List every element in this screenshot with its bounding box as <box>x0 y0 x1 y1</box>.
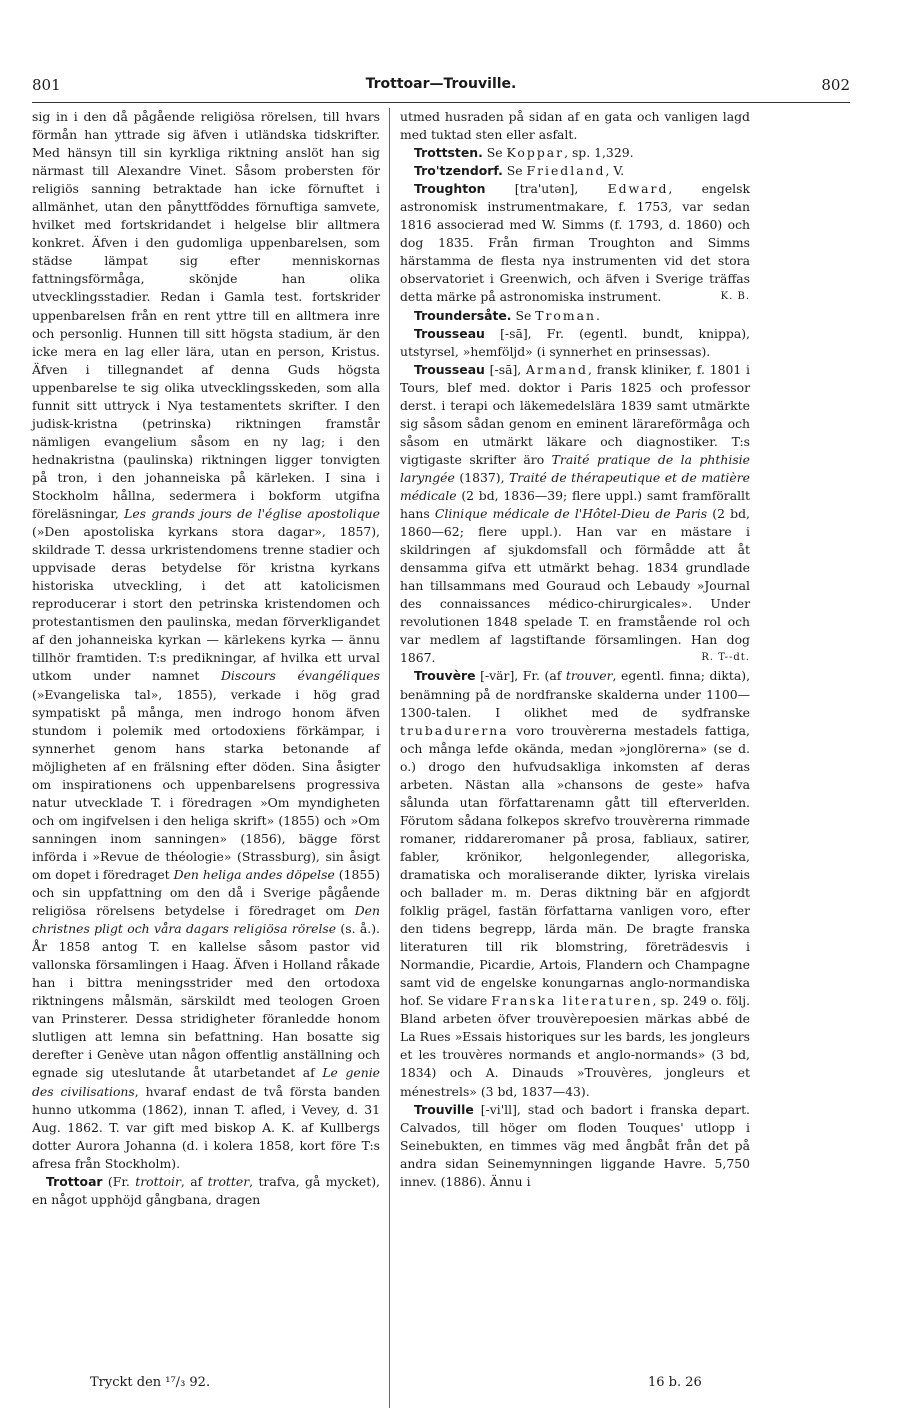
print-date: Tryckt den ¹⁷/₃ 92. <box>90 1375 211 1390</box>
entry-trouvere: Trouvère [-vär], Fr. (af trouver, egentl. finna; dikta), benämning på de nordfranske skalderna under 1100—1300-talen. I olikhet med de sydfranske trubadurerna voro trouvèrerna mestadels fattiga, och många lefde okända, medan »jonglörerna» (se d. o.) drogo den hufvudsakliga inkomsten af deras arbeten. Nästan alla »chansons de geste» hafva sålunda utan författarenamn gått till efterverlden. Förutom sådana folkepos skrefvo trouvèrerna rimmade romaner, riddareromaner på prosa, fabliaux, satirer, fabler, krönikor, helgonlegender, allegoriska, dramatiska och moraliserande dikter, lyriska virelais och ballader m. m. Deras diktning bär en afgjordt folklig prägel, fastän författarna vanligen voro, efter den tidens begrepp, lärda män. De bragte franska literaturen till rik blomstring, företrädesvis i Normandie, Picardie, Artois, Flandern och Champagne samt vid de engelske konungarnas anglo-normandiska hof. Se vidare Franska literaturen, sp. 249 o. följ. Bland arbeten öfver trouvèrepoesien märkas abbé de La Rues »Essais historiques sur les bards, les jongleurs et les trouvères normands et anglo-normands» (3 bd, 1834) och A. Dinauds »Trouvères, jongleurs et ménestrels» (3 bd, 1837—43). <box>400 668 751 1099</box>
page-number-right: 802 <box>821 76 850 94</box>
entry-trouville: Trouville [-vi'll], stad och badort i franska depart. Calvados, till höger om floden Touques' utlopp i Seinebukten, en timmes väg med ångbåt från det på andra sidan Seinemynningen liggande Havre. 5,750 innev. (1886). Ännu i <box>400 1101 750 1189</box>
sheet-signature: 16 b. 26 <box>648 1375 702 1390</box>
entry-trottoar: Trottoar (Fr. trottoir, af trotter, trafva, gå mycket), en något upphöjd gångbana, dragen <box>32 1173 380 1207</box>
page-number-left: 801 <box>32 76 61 94</box>
entry-trottsten: Trottsten. Se Koppar, sp. 1,329. <box>414 145 634 161</box>
author-signature: K. B. <box>720 291 750 303</box>
trottoar-continuation: utmed husraden på sidan af en gata och vanligen lagd med tuktad sten eller asfalt. <box>400 109 750 143</box>
column-divider <box>389 108 390 1408</box>
page-header <box>32 76 850 98</box>
entry-trotzendorf: Tro'tzendorf. Se Friedland, V. <box>414 163 625 179</box>
left-column <box>32 108 380 1209</box>
headword: Trottoar <box>46 1173 103 1189</box>
trois-article-continuation: sig in i den då pågående religiösa rörelsen, till hvars förmån han yttrade sig äfven i utländska tidskrifter. Med hänsyn till sin kyrkliga riktning anslöt han sig närmast till Alexandre Vinet. Såsom probersten för religiös sanning betraktade han icke förnuftet i allmänhet, utan den pånyttföddes förnuftiga samvete, hvilket med fortskridandet i helgelse blir alltmera konkret. Äfven i den gudomliga uppenbarelsen, som städse lämpat sig efter menniskornas fattningsförmåga, skönjde han olika utvecklingsstadier. Redan i Gamla test. fortskrider uppenbarelsen från en rent yttre till en alltmera inre och personlig. Hunnen till sitt högsta stadium, är den icke mera en lag eller lära, utan en person, Kristus. Äfven i tillegnandet af denna Guds högsta uppenbarelse te sig olika utvecklingsskeden, som alla funnit sitt uttryck i Nya testamentets skrifter. I den judisk-kristna (petrinska) riktningen framstår nämligen evangelium såsom en ny lag; i den hednakristna (paulinska) riktningen ligger tonvigten på tron, i den johanneiska på kärleken. I sina i Stockholm hållna, sedermera i bokform utgifna föreläsningar, Les grands jours de l'église apostolique (»Den apostoliska kyrkans stora dagar», 1857), skildrade T. dessa urkristendomens trenne stadier och uppvisade deras betydelse för kristna kyrkans historiska utveckling, i det att katolicismen reproducerar i stort den petrinska kristendomen och protestantismen den paulinska, medan förverkligandet af den johanneiska kyrkan — kärlekens kyrka — ännu tillhör framtiden. T:s predikningar, af hvilka ett urval utkom under namnet Discours évangéliques (»Evangeliska tal», 1855), verkade i hög grad sympatiskt på många, men indrogo honom äfven stundom i polemik med ortodoxiens förkämpar, i synnerhet genom hans starka betonande af möjligheten af en frälsning efter döden. Sina åsigter om inspirationens och uppenbarelsens progressiva natur utvecklade T. i föredragen »Om myndigheten och om ingifvelsen i den heliga skrift» (1855) och »Om sanningen inom sanningen» (1856), bägge först införda i »Revue de théologie» (Strassburg), sin åsigt om dopet i föredraget Den heliga andes döpelse (1855) och sin uppfattning om den då i Sverige pågående religiösa rörelsens betydelse i föredraget om Den christnes pligt och våra dagars religiösa rörelse (s. å.). År 1858 antog T. en kallelse såsom pastor vid vallonska församlingen i Haag. Äfven i Holland råkade han i bittra meningsstrider med den ortodoxa riktningens målsmän, särskildt med teologen Groen van Prinsterer. Dessa stridigheter föranledde honom slutligen att lemna sin befattning. Han bosatte sig derefter i Genève utan någon offentlig anställning och egnade sig uteslutande åt utarbetandet af Le genie des civilisations, hvaraf endast de två första banden hunno utkomma (1862), innan T. afled, i Vevey, d. 31 Aug. 1862. T. var gift med biskop A. K. af Kullbergs dotter Aurora Johanna (d. i kolera 1858, kort före T:s afresa från Stockholm). <box>32 109 380 1171</box>
right-column <box>400 108 750 1191</box>
entry-troughton: Troughton [tra'utən], Edward, engelsk astronomisk instrumentmakare, f. 1753, var sedan 1816 associerad med W. Simms (f. 1793, d. 1860) och dog 1835. Från firman Troughton and Simms härstamma de flesta nya instrumenten vid det stora observatoriet i Greenwich, och äfven i Sverige träffas detta märke på astronomiska instrument. K. B. <box>400 180 750 306</box>
entry-troundersate: Troundersåte. Se Troman. <box>414 307 600 323</box>
entry-trousseau-1: Trousseau [-sā], Fr. (egentl. bundt, knippa), utstyrsel, »hemföljd» (i synnerhet en prinsessas). <box>400 325 750 359</box>
author-signature: R. T--dt. <box>701 652 750 664</box>
header-rule <box>32 102 850 103</box>
entry-trousseau-2: Trousseau [-sā], Armand, fransk kliniker, f. 1801 i Tours, blef med. doktor i Paris 1825 och professor derst. i terapi och läkemedelslära 1839 samt utmärkte sig såsom sådan genom en eminent lärareförmåga och såsom en utmärkt läkare och diagnostiker. T:s vigtigaste skrifter äro Traité pratique de la phthisie laryngée (1837), Traité de thérapeutique et de matière médicale (2 bd, 1836—39; flere uppl.) samt framförallt hans Clinique médicale de l'Hôtel-Dieu de Paris (2 bd, 1860—62; flere uppl.). Han var en mästare i skildringen af sjukdomsfall och förmådde att åt densamma gifva ett utmärkt behag. 1834 grundlade han tillsammans med Gouraud och Lebaudy »Journal des connaissances médico-chirurgicales». Under revolutionen 1848 spelade T. en framstående rol och var medlem af lagstiftande församlingen. Han dog 1867. R. T--dt. <box>400 361 750 668</box>
running-title: Trottoar—Trouville. <box>365 76 517 92</box>
